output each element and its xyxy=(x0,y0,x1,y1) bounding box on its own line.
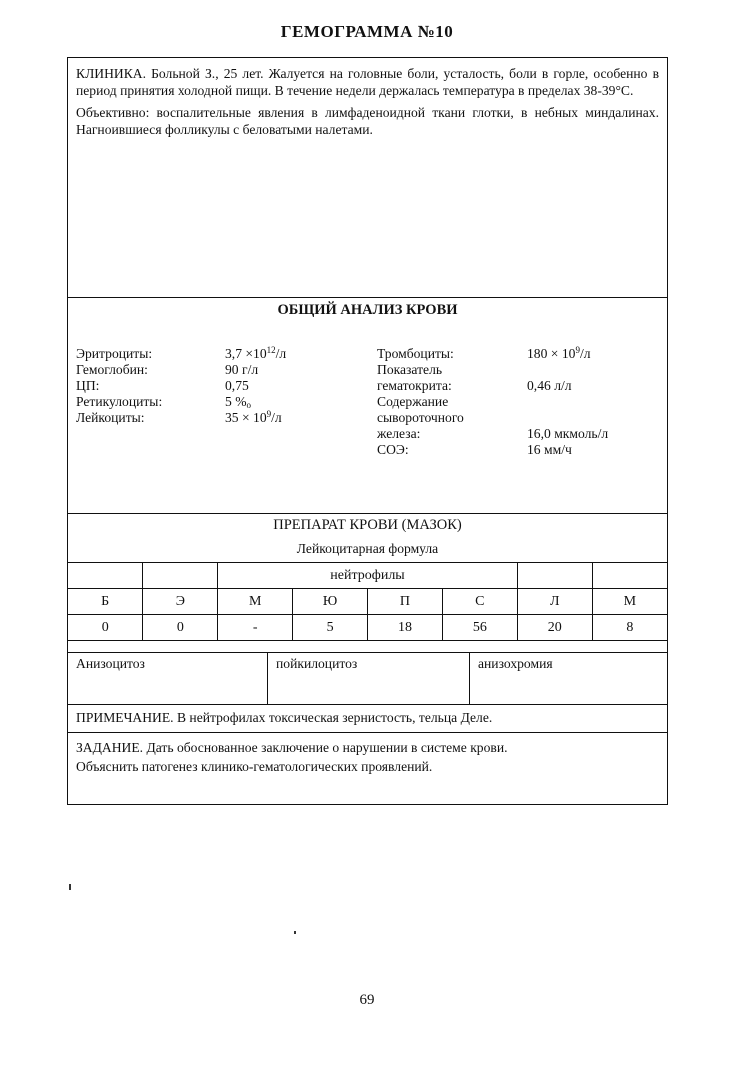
cp-label: ЦП: xyxy=(76,378,100,393)
table-cell xyxy=(592,563,667,589)
task-line-2: Объяснить патогенез клинико-гематологических проявлений. xyxy=(76,759,433,774)
table-cell: 8 xyxy=(592,615,667,641)
note: ПРИМЕЧАНИЕ. В нейтрофилах токсическая зернистость, тельца Деле. xyxy=(68,705,667,733)
blood-labels-left xyxy=(76,346,162,426)
erythrocytes-value: $3,7 \times 10^{12}/л$ xyxy=(225,345,287,361)
column-header: Л xyxy=(517,589,592,615)
blood-values-right xyxy=(527,346,608,458)
table-cell xyxy=(68,563,143,589)
column-header: Ю xyxy=(293,589,368,615)
table-row xyxy=(68,589,667,615)
morphology-row xyxy=(68,652,667,705)
blood-analysis-header: ОБЩИЙ АНАЛИЗ КРОВИ xyxy=(277,302,458,318)
hematocrit-value: 0,46 л/л xyxy=(527,378,572,393)
iron-value: 16,0 мкмоль/л xyxy=(527,426,609,441)
column-header: Э xyxy=(143,589,218,615)
column-header: М xyxy=(218,589,293,615)
task-line-1: ЗАДАНИЕ. Дать обоснованное заключение о нарушении в системе крови. xyxy=(76,740,508,755)
anisocytosis-cell: Анизоцитоз xyxy=(68,653,268,704)
reticulocytes-value: 5 $\%_o$ xyxy=(225,394,252,410)
esr-label: СОЭ: xyxy=(377,442,409,457)
neutrophils-header: нейтрофилы xyxy=(218,563,518,589)
blood-analysis-section xyxy=(68,298,667,514)
clinic-section xyxy=(68,58,667,298)
clinic-complaints: КЛИНИКА. Больной З., 25 лет. Жалуется на головные боли, усталость, боли в горле, особенно в период принятия холодной пищи. В течение недели держалась температура в пределах 38-39°С. xyxy=(76,66,659,98)
table-cell: 5 xyxy=(293,615,368,641)
iron-label-2: сывороточного xyxy=(377,410,464,425)
leukocyte-formula-table xyxy=(68,562,667,641)
page-number: 69 xyxy=(359,992,375,1008)
column-header: П xyxy=(368,589,443,615)
iron-label-1: Содержание xyxy=(377,394,449,409)
table-cell: 0 xyxy=(143,615,218,641)
column-header: Б xyxy=(68,589,143,615)
table-cell: 56 xyxy=(442,615,517,641)
leukocyte-formula-label: Лейкоцитарная формула xyxy=(296,541,439,556)
hemoglobin-value: 90 г/л xyxy=(225,362,259,377)
platelets-label: Тромбоциты: xyxy=(377,346,454,361)
poikilocytosis-cell: пойкилоцитоз xyxy=(268,653,470,704)
erythrocytes-label: Эритроциты: xyxy=(76,346,153,361)
blood-values-left xyxy=(225,346,286,426)
reticulocytes-label: Ретикулоциты: xyxy=(76,394,163,409)
iron-label-3: железа: xyxy=(377,426,421,441)
hematocrit-label-2: гематокрита: xyxy=(377,378,452,393)
table-cell: 20 xyxy=(517,615,592,641)
platelets-value: $180 \times 10^9/л$ xyxy=(527,345,591,361)
leukocytes-label: Лейкоциты: xyxy=(76,410,145,425)
blood-labels-right xyxy=(377,346,464,458)
table-row xyxy=(68,563,667,589)
smear-header: ПРЕПАРАТ КРОВИ (МАЗОК) xyxy=(273,517,462,533)
clinic-objective: Объективно: воспалительные явления в лимфаденоидной ткани глотки, в небных миндалинах. Нагноившиеся фолликулы с беловатыми налетами. xyxy=(76,105,659,137)
page-title: ГЕМОГРАММА №10 xyxy=(280,22,454,41)
scan-speck xyxy=(294,931,296,934)
table-cell: 0 xyxy=(68,615,143,641)
cp-value: 0,75 xyxy=(225,378,249,393)
table-cell xyxy=(143,563,218,589)
table-cell: - xyxy=(218,615,293,641)
esr-value: 16 мм/ч xyxy=(527,442,572,457)
table-row xyxy=(68,615,667,641)
hematocrit-label-1: Показатель xyxy=(377,362,443,377)
anisochromia-cell: анизохромия xyxy=(478,656,553,671)
table-cell xyxy=(517,563,592,589)
column-header: С xyxy=(442,589,517,615)
scan-speck xyxy=(69,884,71,890)
column-header: М xyxy=(592,589,667,615)
task xyxy=(68,733,667,781)
table-cell: 18 xyxy=(368,615,443,641)
hemogram-form xyxy=(67,57,668,805)
smear-section xyxy=(68,514,667,641)
leukocytes-value: $35 \times 10^9/л$ xyxy=(225,409,282,425)
hemoglobin-label: Гемоглобин: xyxy=(76,362,148,377)
